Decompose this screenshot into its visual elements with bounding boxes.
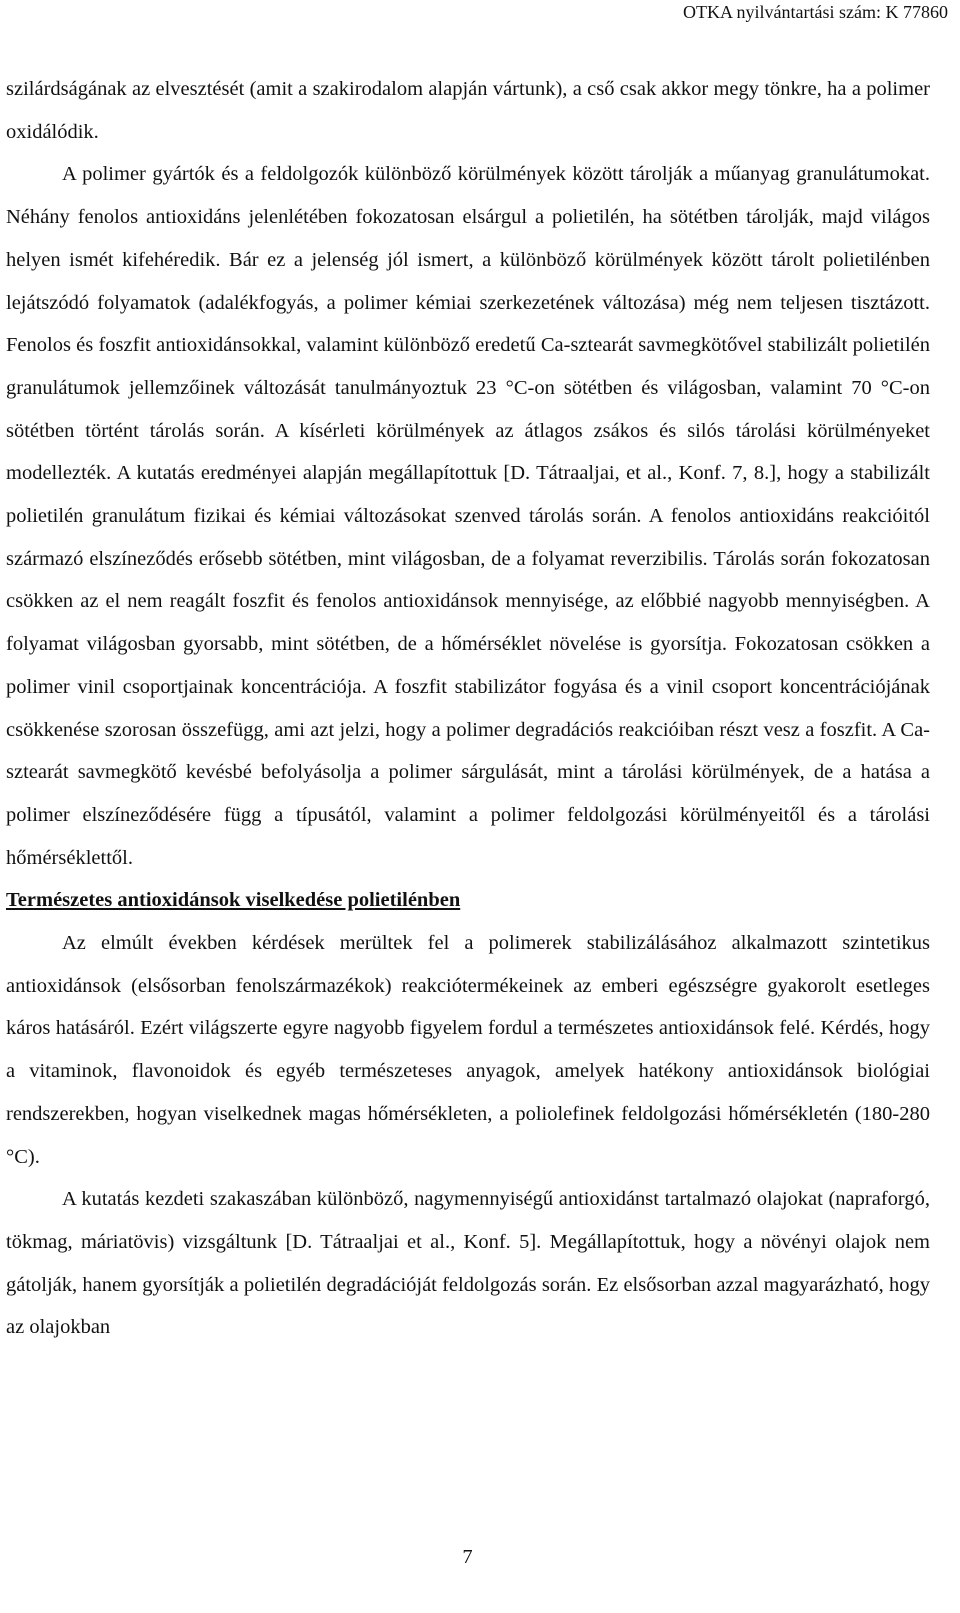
natural-antioxidants-paragraph-2: A kutatás kezdeti szakaszában különböző, nagymennyiségű antioxidánst tartalmazó olajokat (napraforgó, tökmag, máriatövis) vizsgáltunk [D. Tátraaljai et al., Konf. 5]. Megállapítottuk, hogy a növényi olajok nem gátolják, hanem gyorsítják a polietilén degradációját feldolgozás során. Ez elsősorban azzal magyarázható, hogy az olajokban [6, 1188, 930, 1339]
page-number: 7 [462, 1546, 473, 1568]
section-title: Természetes antioxidánsok viselkedése polietilénben [6, 889, 461, 912]
document-reference-header: OTKA nyilvántartási szám: K 77860 [683, 2, 948, 22]
document-body [6, 68, 930, 1349]
continuation-paragraph: szilárdságának az elvesztését (amit a szakirodalom alapján vártunk), a cső csak akkor megy tönkre, ha a polimer oxidálódik. [6, 78, 930, 143]
natural-antioxidants-paragraph-1: Az elmúlt években kérdések merültek fel a polimerek stabilizálásához alkalmazott szintetikus antioxidánsok (elsősorban fenolszármazékok) reakciótermékeinek az emberi egészségre gyakorolt esetleges káros hatásáról. Ezért világszerte egyre nagyobb figyelem fordul a természetes antioxidánsok felé. Kérdés, hogy a vitaminok, flavonoidok és egyéb természeteses anyagok, amelyek hatékony antioxidánsok biológiai rendszerekben, hogyan viselkednek magas hőmérsékleten, a poliolefinek feldolgozási hőmérsékletén (180-280 °C). [6, 932, 930, 1168]
storage-paragraph: A polimer gyártók és a feldolgozók különböző körülmények között tárolják a műanyag granulátumokat. Néhány fenolos antioxidáns jelenlétében fokozatosan elsárgul a polietilén, ha sötétben tárolják, majd világos helyen ismét kifehéredik. Bár ez a jelenség jól ismert, a különböző körülmények között tárolt polietilénben lejátszódó folyamatok (adalékfogyás, a polimer kémiai szerkezetének változása) még nem teljesen tisztázott. Fenolos és foszfit antioxidánsokkal, valamint különböző eredetű Ca-sztearát savmegkötővel stabilizált polietilén granulátumok jellemzőinek változását tanulmányoztuk 23 °C-on sötétben és világosban, valamint 70 °C-on sötétben történt tárolás során. A kísérleti körülmények az átlagos zsákos és silós tárolási körülményeket modellezték. A kutatás eredményei alapján megállapítottuk [D. Tátraaljai, et al., Konf. 7, 8.], hogy a stabilizált polietilén granulátum fizikai és kémiai változásokat szenved tárolás során. A fenolos antioxidáns reakcióitól származó elszíneződés erősebb sötétben, mint világosban, de a folyamat reverzibilis. Tárolás során fokozatosan csökken az el nem reagált foszfit és fenolos antioxidánsok mennyisége, az előbbié nagyobb mennyiségben. A folyamat világosban gyorsabb, mint sötétben, de a hőmérséklet növelése is gyorsítja. Fokozatosan csökken a polimer vinil csoportjainak koncentrációja. A foszfit stabilizátor fogyása és a vinil csoport koncentrációjának csökkenése szorosan összefügg, ami azt jelzi, hogy a polimer degradációs reakcióiban részt vesz a foszfit. A Ca-sztearát savmegkötő kevésbé befolyásolja a polimer sárgulását, mint a tárolási körülmények, de a hatása a polimer elszíneződésére függ a típusától, valamint a polimer feldolgozási körülményeitől és a tárolási hőmérséklettől. [6, 163, 930, 869]
